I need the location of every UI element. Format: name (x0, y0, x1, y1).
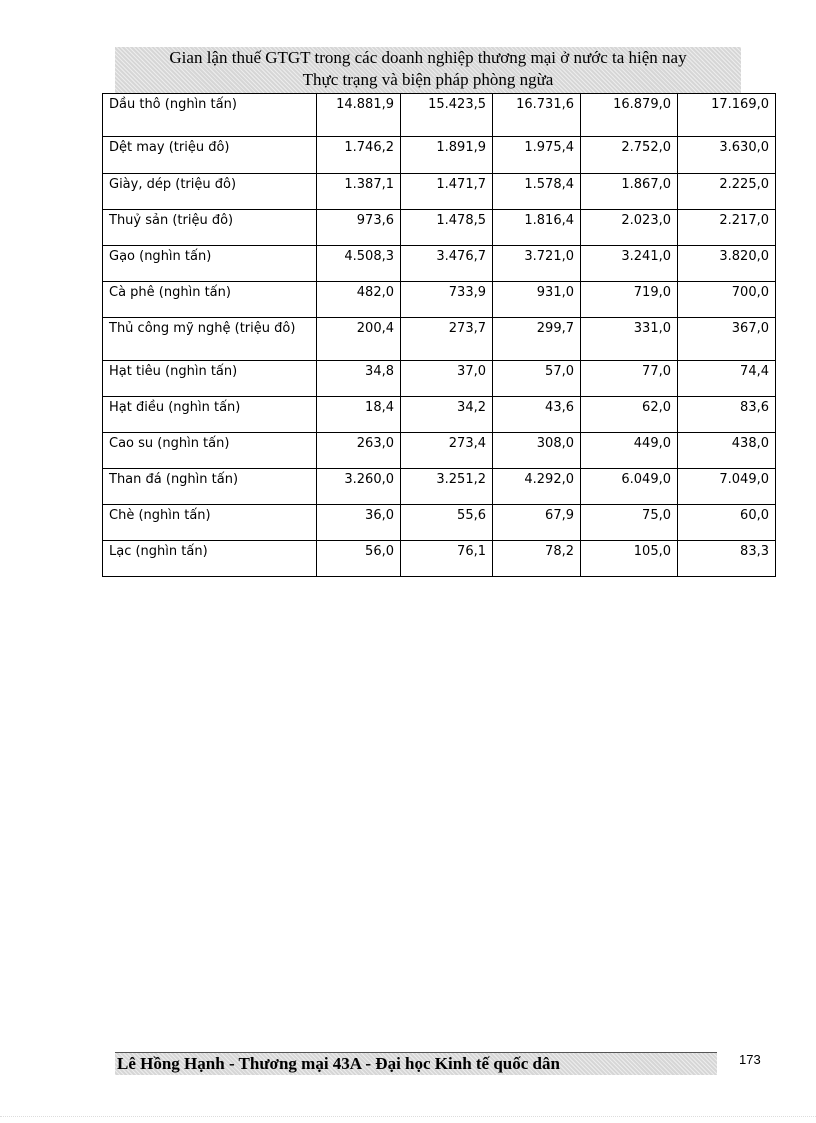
table-cell: 74,4 (678, 361, 776, 397)
table-cell: 4.508,3 (317, 246, 401, 282)
table-cell: 3.820,0 (678, 246, 776, 282)
table-cell: 75,0 (581, 505, 678, 541)
table-cell: 34,8 (317, 361, 401, 397)
table-row (103, 94, 776, 137)
table-cell: 60,0 (678, 505, 776, 541)
table-row (103, 433, 776, 469)
table-cell: 2.023,0 (581, 210, 678, 246)
table-cell: 733,9 (401, 282, 493, 318)
table-row (103, 397, 776, 433)
page-number: 173 (739, 1052, 761, 1067)
table-cell: 7.049,0 (678, 469, 776, 505)
table-cell: 34,2 (401, 397, 493, 433)
header-title-line-2: Thực trạng và biện pháp phòng ngừa (302, 70, 554, 89)
table-cell: 3.721,0 (493, 246, 581, 282)
table-cell: 263,0 (317, 433, 401, 469)
table-cell: 200,4 (317, 318, 401, 361)
table-cell: 973,6 (317, 210, 401, 246)
row-label: Gạo (nghìn tấn) (103, 246, 317, 282)
table-cell: 105,0 (581, 541, 678, 577)
table-cell: 15.423,5 (401, 94, 493, 137)
table-cell: 67,9 (493, 505, 581, 541)
row-label: Hạt điều (nghìn tấn) (103, 397, 317, 433)
table-row (103, 137, 776, 174)
table-row (103, 361, 776, 397)
table-cell: 18,4 (317, 397, 401, 433)
table-cell: 2.217,0 (678, 210, 776, 246)
table-cell: 3.476,7 (401, 246, 493, 282)
row-label: Cao su (nghìn tấn) (103, 433, 317, 469)
table-cell: 1.578,4 (493, 174, 581, 210)
table-cell: 3.630,0 (678, 137, 776, 174)
table-cell: 331,0 (581, 318, 678, 361)
table-cell: 308,0 (493, 433, 581, 469)
row-label: Than đá (nghìn tấn) (103, 469, 317, 505)
table-cell: 273,4 (401, 433, 493, 469)
table-cell: 55,6 (401, 505, 493, 541)
table-cell: 16.731,6 (493, 94, 581, 137)
table-cell: 83,6 (678, 397, 776, 433)
table-cell: 1.816,4 (493, 210, 581, 246)
table-row (103, 246, 776, 282)
table-cell: 78,2 (493, 541, 581, 577)
table-cell: 1.387,1 (317, 174, 401, 210)
table-cell: 1.867,0 (581, 174, 678, 210)
table-cell: 931,0 (493, 282, 581, 318)
table-cell: 43,6 (493, 397, 581, 433)
table-cell: 77,0 (581, 361, 678, 397)
row-label: Dệt may (triệu đô) (103, 137, 317, 174)
row-label: Cà phê (nghìn tấn) (103, 282, 317, 318)
row-label: Giày, dép (triệu đô) (103, 174, 317, 210)
table-cell: 3.241,0 (581, 246, 678, 282)
table-cell: 4.292,0 (493, 469, 581, 505)
table-row (103, 174, 776, 210)
table-cell: 62,0 (581, 397, 678, 433)
row-label: Hạt tiêu (nghìn tấn) (103, 361, 317, 397)
table-row (103, 541, 776, 577)
running-header (115, 47, 741, 93)
table-cell: 17.169,0 (678, 94, 776, 137)
page-bottom-divider (0, 1116, 816, 1117)
table-row (103, 469, 776, 505)
table-cell: 83,3 (678, 541, 776, 577)
table-cell: 719,0 (581, 282, 678, 318)
table-cell: 438,0 (678, 433, 776, 469)
table-cell: 1.471,7 (401, 174, 493, 210)
table-row (103, 210, 776, 246)
row-label: Chè (nghìn tấn) (103, 505, 317, 541)
table-cell: 1.478,5 (401, 210, 493, 246)
table-cell: 3.251,2 (401, 469, 493, 505)
table-cell: 1.746,2 (317, 137, 401, 174)
table-row (103, 318, 776, 361)
table-cell: 449,0 (581, 433, 678, 469)
row-label: Dầu thô (nghìn tấn) (103, 94, 317, 137)
table-cell: 299,7 (493, 318, 581, 361)
table-cell: 56,0 (317, 541, 401, 577)
table-cell: 1.891,9 (401, 137, 493, 174)
footer-author-line: Lê Hồng Hạnh - Thương mại 43A - Đại học Kinh tế quốc dân (115, 1052, 717, 1075)
table-cell: 6.049,0 (581, 469, 678, 505)
row-label: Lạc (nghìn tấn) (103, 541, 317, 577)
table-body (103, 94, 776, 577)
export-data-table (102, 93, 776, 577)
table-cell: 1.975,4 (493, 137, 581, 174)
table-cell: 3.260,0 (317, 469, 401, 505)
table-cell: 57,0 (493, 361, 581, 397)
row-label: Thuỷ sản (triệu đô) (103, 210, 317, 246)
table-cell: 482,0 (317, 282, 401, 318)
table-cell: 76,1 (401, 541, 493, 577)
table-cell: 37,0 (401, 361, 493, 397)
row-label: Thủ công mỹ nghệ (triệu đô) (103, 318, 317, 361)
table-cell: 367,0 (678, 318, 776, 361)
table-row (103, 505, 776, 541)
table-cell: 700,0 (678, 282, 776, 318)
table-cell: 2.225,0 (678, 174, 776, 210)
table-cell: 16.879,0 (581, 94, 678, 137)
table-cell: 14.881,9 (317, 94, 401, 137)
table-row (103, 282, 776, 318)
table-cell: 2.752,0 (581, 137, 678, 174)
header-title-line-1: Gian lận thuế GTGT trong các doanh nghiệp thương mại ở nước ta hiện nay (169, 48, 687, 67)
table-cell: 273,7 (401, 318, 493, 361)
table-cell: 36,0 (317, 505, 401, 541)
